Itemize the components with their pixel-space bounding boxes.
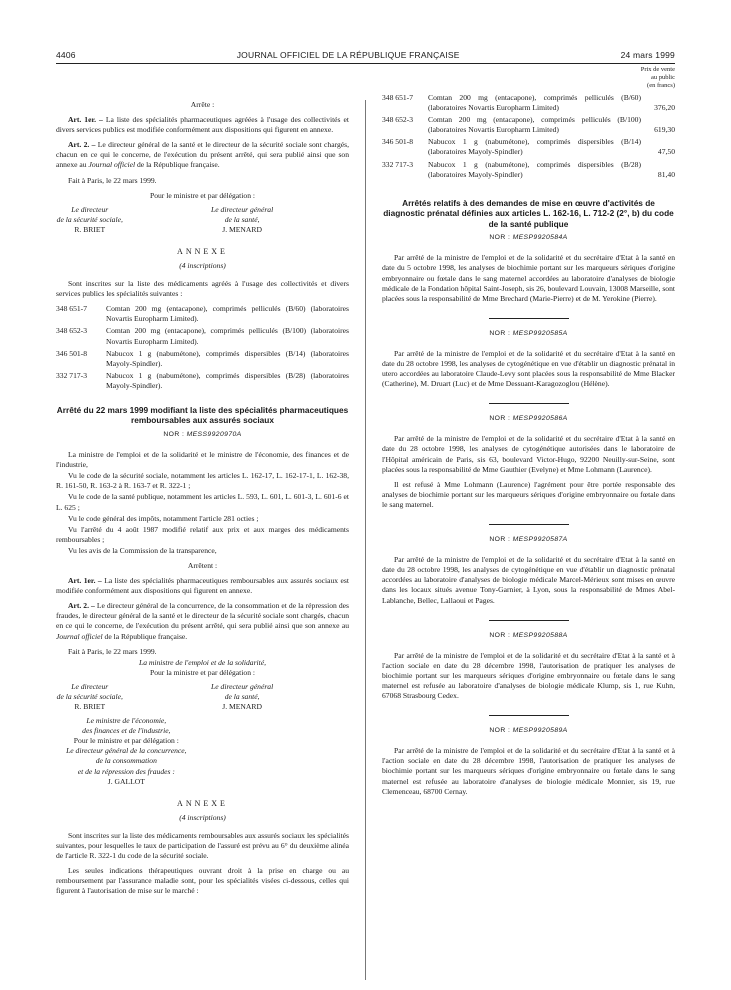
nor-label: NOR : [489, 536, 511, 544]
item-text: Nabucox 1 g (nabumétone), comprimés dispersibles (B/14) (laboratoires Mayoly-Spindler). [106, 348, 349, 368]
issue-date: 24 mars 1999 [620, 50, 675, 60]
entry-text: Par arrêté de la ministre de l'emploi et de la solidarité et du secrétaire d'Etat à la santé en date du 28 octobre 1998, les analyses de cytogénétique autorisées dans le laboratoire de l'Hôpital américain de Paris, sis 63, boulevard Victor-Hugo, 92200 Neuilly-sur-Seine, sont placées sous la responsabilité de Mme Gauthier (Evelyne) et Mme Lohmann (Laurence). [382, 434, 675, 474]
indications: Les seules indications thérapeutiques ouvrant droit à la prise en charge ou au remboursement par l'assurance maladie sont, pour les spécialités visées ci-dessous, celles qui figurent à l'autorisation de mise sur le marché : [56, 866, 349, 896]
signature-left [56, 205, 197, 235]
article-text: Le directeur général de la concurrence, de la consommation et de la répression des fraudes, le directeur général de la santé et le directeur de la sécurité sociale sont chargés, chacun en ce qui le concerne, de l'exécution du présent arrêté, qui sera publié ainsi que son annexe au [56, 601, 349, 631]
visa: Vu le code de la sécurité sociale, notamment les articles L. 162-17, L. 162-17-1, L. 162-38, R. 161-50, R. 163-2 à R. 163-7 et R. 322-1 ; [56, 471, 349, 491]
entry [382, 414, 675, 510]
journal-title: JOURNAL OFFICIEL DE LA RÉPUBLIQUE FRANÇAISE [236, 50, 460, 60]
signature-right [208, 682, 349, 712]
annexe-intro: Sont inscrites sur la liste des médicaments remboursables aux assurés sociaux les spécialités suivantes, pour lesquelles le taux de participation de l'assuré est prévu au 6° du deuxième alinéa de l'article R. 322-1 du code de la sécurité sociale. [56, 830, 349, 861]
list-item [56, 304, 349, 324]
inscriptions-count: (4 inscriptions) [179, 260, 226, 270]
nor-label: NOR : [489, 329, 511, 337]
price-list [382, 93, 675, 180]
nor-code: MESP9920589A [512, 727, 568, 735]
entry-text: Par arrêté de la ministre de l'emploi et de la solidarité et du secrétaire d'Etat à la santé en date du 28 octobre 1998, les analyses de cytogénétique en vue d'établir un diagnostic prénatal accordées au laboratoire d'analyses de biologie médicale Marcel-Mérieux sont mises en œuvre dans les locaux situés avenue Tony-Garnier, à Lyon, sous la responsabilité de Mmes Abel-Lablanche, Bellec, Lallaoui et Pages. [382, 555, 675, 605]
nor-code: MESP9920584A [512, 234, 568, 242]
journal-ref: Journal officiel [88, 160, 136, 170]
signature-title: Le directeur général [211, 681, 274, 691]
article-text: Le directeur général de la santé et le directeur de la sécurité sociale sont chargés, chacun en ce qui le concerne, de l'exécution du présent arrêté, qui sera publié ainsi que son annexe au [56, 140, 349, 170]
signature-title: de la santé, [224, 691, 260, 701]
signatures [56, 205, 349, 235]
article-label: Art. 2. – [68, 601, 95, 611]
visa: Vu les avis de la Commission de la transparence, [68, 545, 217, 555]
signature-title: de la santé, [224, 214, 260, 224]
item-text: Nabucox 1 g (nabumétone), comprimés dispersibles (B/28) (laboratoires Mayoly-Spindler). [106, 370, 349, 390]
item-code: 332 717-3 [382, 159, 414, 169]
article-label: Art. 2. – [68, 140, 96, 150]
separator [489, 620, 569, 621]
article-label: Art. 1er. – [68, 115, 103, 125]
fait-a-paris: Fait à Paris, le 22 mars 1999. [68, 646, 157, 656]
item-code: 348 652-3 [382, 115, 414, 125]
article-label: Art. 1er. – [68, 576, 102, 586]
signature-name: R. BRIET [74, 701, 106, 711]
item-code: 346 501-8 [382, 137, 414, 147]
nor-reference [382, 535, 675, 545]
signature-left [56, 682, 197, 712]
list-item [56, 349, 349, 369]
item-code: 332 717-3 [56, 370, 88, 380]
separator [489, 524, 569, 525]
list-item [56, 326, 349, 346]
nor-reference [382, 726, 675, 736]
price-header-line: (en francs) [647, 82, 675, 89]
list-item [56, 371, 349, 391]
nor-reference [382, 329, 675, 339]
signature-name: R. BRIET [74, 224, 106, 234]
price-row [382, 115, 675, 135]
article-2 [56, 601, 349, 641]
annexe-heading: ANNEXE [177, 798, 228, 808]
right-column [382, 66, 675, 901]
visa: Vu l'arrêté du 4 août 1987 modifié relatif aux prix et aux marges des médicaments remboursables ; [56, 524, 349, 544]
entry [382, 631, 675, 702]
section-title: Arrêtés relatifs à des demandes de mise en œuvre d'activités de diagnostic prénatal définies aux articles L. 162-16, L. 712-2 (2°, b) du code de la santé publique [383, 197, 674, 229]
price-row [382, 93, 675, 113]
annexe-list [56, 304, 349, 391]
article-2 [56, 140, 349, 170]
price-header-line: au public [650, 74, 675, 81]
signature-title: de la sécurité sociale, [56, 691, 123, 701]
entry [382, 726, 675, 797]
item-price: 81,40 [657, 169, 675, 179]
item-text: Comtan 200 mg (entacapone), comprimés pelliculés (B/60) (laboratoires Novartis Europharm Limited). [106, 304, 349, 324]
entry-text: Par arrêté de la ministre de l'emploi et de la solidarité et du secrétaire d'Etat à la santé en date du 5 octobre 1998, les analyses de biochimie portant sur les marqueurs sériques d'origine embryonnaire ou fœtale dans le sang maternel accordées au laboratoire d'analyses de biologie médicale de la Fondation hôpital Saint-Joseph, sis 26, boulevard Louvain, 13008 Marseille, sont placées sous la responsabilité de Mme Brechard (Marie-Pierre) et de M. Yerokine (Pierre). [382, 253, 675, 303]
nor-code: MESP9920585A [512, 329, 568, 337]
item-text: Comtan 200 mg (entacapone), comprimés pelliculés (B/100) (laboratoires Novartis Europharm Limited) [428, 115, 641, 135]
page-header [56, 50, 675, 64]
item-code: 346 501-8 [56, 348, 88, 358]
inscriptions-count: (4 inscriptions) [179, 812, 226, 822]
item-text: Comtan 200 mg (entacapone), comprimés pelliculés (B/60) (laboratoires Novartis Europharm Limited) [428, 93, 641, 113]
article-1 [56, 576, 349, 596]
article-1 [56, 115, 349, 135]
nor-label: NOR : [489, 234, 511, 242]
signature-name: J. GALLOT [107, 776, 145, 786]
arrete-heading: Arrête : [190, 100, 215, 109]
delegation: Pour le ministre et par délégation : [73, 736, 179, 746]
nor-label: NOR : [489, 631, 511, 639]
separator [489, 318, 569, 319]
nor-reference [56, 430, 349, 440]
column-divider [365, 100, 366, 980]
delegation: Pour le ministre et par délégation : [149, 190, 256, 200]
signature-title: des finances et de l'industrie, [82, 726, 171, 736]
arrete-title: Arrêté du 22 mars 1999 modifiant la liste des spécialités pharmaceutiques remboursables aux assurés sociaux [56, 404, 349, 426]
price-header-line: Prix de vente [640, 66, 675, 73]
nor-reference [382, 414, 675, 424]
visa: Vu le code général des impôts, notamment l'article 281 octies ; [68, 513, 259, 523]
signature-title: Le directeur [71, 204, 109, 214]
price-column-header [382, 66, 675, 90]
arretent-heading: Arrêtent : [187, 561, 218, 570]
item-price: 619,30 [654, 125, 675, 135]
entry-text: Par arrêté de la ministre de l'emploi et de la solidarité et du secrétaire d'Etat à la santé en date du 28 octobre 1998, les analyses de cytogénétique en vue d'établir un diagnostic prénatal in utero accordées au laboratoire Claude-Levy sont placées sous la responsabilité de Mme Blacker (Catherine), M. Druart (Luc) et de Mme Dessuant-Karagozoglou (Hélène). [382, 348, 675, 389]
item-code: 348 652-3 [56, 326, 88, 336]
entry [382, 233, 675, 304]
price-row [382, 160, 675, 180]
visa: Vu le code de la santé publique, notamment les articles L. 593, L. 601, L. 601-3, L. 601-6 et L. 625 ; [56, 492, 349, 512]
item-code: 348 651-7 [56, 304, 88, 314]
separator [489, 403, 569, 404]
signature-title: de la consommation [95, 756, 157, 766]
entry-text: Par arrêté de la ministre de l'emploi et de la solidarité et du secrétaire d'Etat à la santé et à l'action sociale en date du 28 décembre 1998, l'autorisation de pratiquer les analyses de biochimie portant sur les marqueurs sériques d'origine embryonnaire ou fœtale dans le sang maternel est refusée au laboratoire d'analyses de biologie médicale Klump, sis 1, rue Kuhn, 67068 Strasbourg Cedex. [382, 650, 675, 701]
preamble: La ministre de l'emploi et de la solidarité et le ministre de l'économie, des finances et de l'industrie, [56, 450, 349, 470]
signature-name: J. MENARD [222, 224, 262, 234]
article-text-end: de la République française. [137, 160, 220, 170]
article-text-end: de la République française. [104, 631, 188, 641]
delegation: Pour la ministre et par délégation : [149, 667, 256, 677]
entry-text: Il est refusé à Mme Lohmann (Laurence) l'agrément pour être portée responsable des analyses de biochimie portant sur les marqueurs sériques d'origine embryonnaire ou fœtale dans le sang maternel. [382, 479, 675, 509]
nor-label: NOR : [163, 430, 185, 438]
entry [382, 329, 675, 389]
item-price: 376,20 [654, 103, 675, 113]
item-code: 348 651-7 [382, 93, 414, 102]
nor-code: MESS9920970A [186, 430, 242, 438]
nor-label: NOR : [489, 727, 511, 735]
signature-title: Le directeur général de la concurrence, [66, 746, 187, 756]
nor-label: NOR : [489, 415, 511, 423]
article-text: La liste des spécialités pharmaceutiques remboursables aux assurés sociaux est modifiée conformément aux dispositions qui figurent en annexe. [56, 576, 349, 596]
item-text: Nabucox 1 g (nabumétone), comprimés dispersibles (B/14) (laboratoires Mayoly-Spindler) [428, 137, 641, 157]
nor-code: MESP9920587A [512, 536, 568, 544]
entry [382, 535, 675, 606]
nor-reference [382, 233, 675, 243]
ministre-title: La ministre de l'emploi et de la solidarité, [138, 657, 267, 667]
entry-text: Par arrêté de la ministre de l'emploi et de la solidarité et du secrétaire d'Etat à la santé et à l'action sociale en date du 28 décembre 1998, l'autorisation de pratiquer les analyses de biochimie portant sur les marqueurs sériques d'origine embryonnaire ou fœtale dans le sang maternel est refusée au laboratoire d'analyses de biologie médicale Monnier, sis 19, rue Clemenceau, 68700 Cernay. [382, 746, 675, 796]
signature-title: Le directeur [71, 681, 109, 691]
nor-code: MESP9920588A [512, 631, 568, 639]
nor-reference [382, 631, 675, 641]
item-text: Comtan 200 mg (entacapone), comprimés pelliculés (B/100) (laboratoires Novartis Europharm Limited). [106, 326, 349, 346]
separator [489, 715, 569, 716]
signature-title: et de la répression des fraudes : [77, 766, 175, 776]
page-number: 4406 [56, 50, 76, 60]
annexe-heading: ANNEXE [177, 246, 228, 256]
signature-title: Le ministre de l'économie, [86, 716, 167, 726]
journal-ref: Journal officiel [56, 631, 103, 641]
annexe-intro: Sont inscrites sur la liste des médicaments agréés à l'usage des collectivités et divers services publics les spécialités suivantes : [56, 279, 349, 299]
signature-economie [56, 716, 197, 787]
item-price: 47,50 [657, 147, 675, 157]
price-row [382, 137, 675, 157]
nor-code: MESP9920586A [512, 415, 568, 423]
article-text: La liste des spécialités pharmaceutiques agréées à l'usage des collectivités et divers services publics est modifiée conformément aux dispositions qui figurent en annexe. [56, 115, 349, 135]
item-text: Nabucox 1 g (nabumétone), comprimés dispersibles (B/28) (laboratoires Mayoly-Spindler) [428, 159, 641, 179]
fait-a-paris: Fait à Paris, le 22 mars 1999. [68, 175, 157, 185]
signature-title: de la sécurité sociale, [56, 214, 123, 224]
signatures [56, 682, 349, 712]
signature-title: Le directeur général [211, 204, 274, 214]
signature-name: J. MENARD [222, 701, 262, 711]
signature-right [208, 205, 349, 235]
left-column [56, 100, 349, 901]
